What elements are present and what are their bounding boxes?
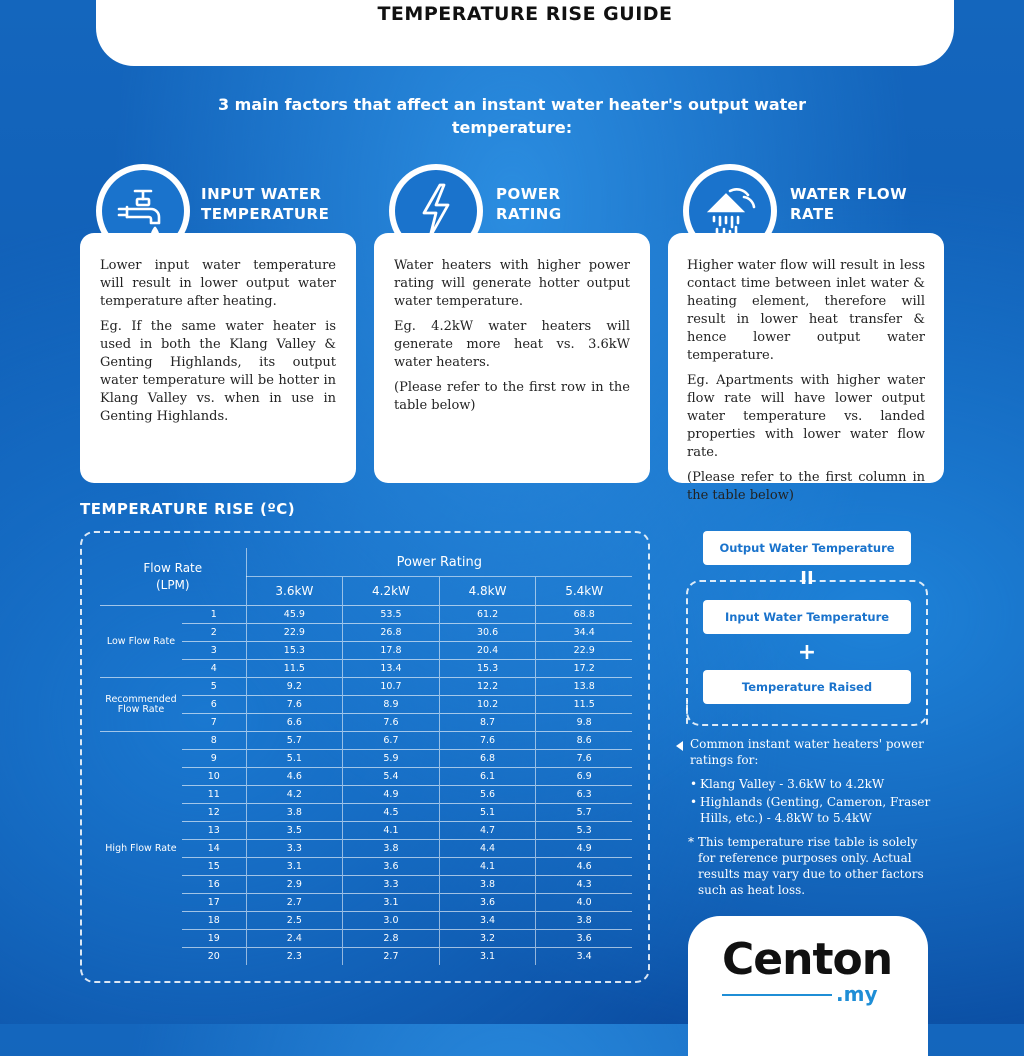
factor-example: Eg. Apartments with higher water flow rate will have lower output water temperature vs. landed properties with lower water flow rate. bbox=[687, 373, 925, 460]
temperature-cell: 3.8 bbox=[246, 804, 343, 822]
temperature-cell: 3.8 bbox=[536, 912, 632, 930]
temperature-cell: 61.2 bbox=[439, 606, 536, 624]
water-tap-icon bbox=[113, 181, 173, 241]
temperature-cell: 4.1 bbox=[439, 858, 536, 876]
temperature-rise-table-wrap bbox=[100, 548, 632, 968]
temperature-cell: 45.9 bbox=[246, 606, 343, 624]
temperature-cell: 4.9 bbox=[536, 840, 632, 858]
column-header: 3.6kW bbox=[246, 577, 343, 606]
temperature-cell: 7.6 bbox=[343, 714, 440, 732]
subtitle: 3 main factors that affect an instant water heater's output water temperature: bbox=[217, 95, 807, 137]
temperature-cell: 3.2 bbox=[439, 930, 536, 948]
temperature-cell: 22.9 bbox=[246, 624, 343, 642]
temperature-cell: 6.8 bbox=[439, 750, 536, 768]
temperature-cell: 53.5 bbox=[343, 606, 440, 624]
factor-note: (Please refer to the first row in the table below) bbox=[394, 380, 630, 413]
temperature-cell: 3.3 bbox=[343, 876, 440, 894]
temperature-cell: 3.6 bbox=[439, 894, 536, 912]
temperature-cell: 3.6 bbox=[536, 930, 632, 948]
temperature-rise-table bbox=[100, 548, 632, 965]
temperature-cell: 5.1 bbox=[439, 804, 536, 822]
temperature-cell: 4.0 bbox=[536, 894, 632, 912]
flow-rate-cell: 17 bbox=[182, 894, 246, 912]
temperature-cell: 2.9 bbox=[246, 876, 343, 894]
temperature-cell: 12.2 bbox=[439, 678, 536, 696]
temperature-cell: 8.9 bbox=[343, 696, 440, 714]
flow-group-label: Low Flow Rate bbox=[100, 606, 182, 678]
temperature-cell: 3.3 bbox=[246, 840, 343, 858]
temperature-cell: 4.7 bbox=[439, 822, 536, 840]
column-header: 4.2kW bbox=[343, 577, 440, 606]
temperature-cell: 10.2 bbox=[439, 696, 536, 714]
temperature-cell: 15.3 bbox=[439, 660, 536, 678]
temperature-cell: 8.7 bbox=[439, 714, 536, 732]
flow-rate-cell: 3 bbox=[182, 642, 246, 660]
flow-rate-cell: 14 bbox=[182, 840, 246, 858]
temperature-cell: 2.5 bbox=[246, 912, 343, 930]
temperature-cell: 9.2 bbox=[246, 678, 343, 696]
temperature-cell: 4.6 bbox=[246, 768, 343, 786]
flow-rate-cell: 20 bbox=[182, 948, 246, 966]
table-section-title: TEMPERATURE RISE (ºC) bbox=[80, 500, 296, 518]
flow-rate-header: Flow Rate (LPM) bbox=[100, 548, 246, 606]
temperature-cell: 5.3 bbox=[536, 822, 632, 840]
temperature-cell: 3.4 bbox=[439, 912, 536, 930]
temperature-cell: 7.6 bbox=[536, 750, 632, 768]
temperature-cell: 20.4 bbox=[439, 642, 536, 660]
flow-rate-cell: 8 bbox=[182, 732, 246, 750]
flow-rate-cell: 19 bbox=[182, 930, 246, 948]
temperature-cell: 17.8 bbox=[343, 642, 440, 660]
temperature-cell: 13.8 bbox=[536, 678, 632, 696]
flow-rate-cell: 4 bbox=[182, 660, 246, 678]
temperature-cell: 22.9 bbox=[536, 642, 632, 660]
notes-lead: Common instant water heaters' power ratings for: bbox=[690, 737, 924, 767]
factor-text: Water heaters with higher power rating will generate hotter output water temperature. bbox=[394, 258, 630, 309]
temperature-cell: 68.8 bbox=[536, 606, 632, 624]
temperature-cell: 2.4 bbox=[246, 930, 343, 948]
flow-rate-cell: 7 bbox=[182, 714, 246, 732]
flow-rate-cell: 1 bbox=[182, 606, 246, 624]
factor-text: Lower input water temperature will result in lower output water temperature after heating. bbox=[100, 258, 336, 309]
temperature-cell: 4.4 bbox=[439, 840, 536, 858]
notes-list bbox=[688, 776, 938, 826]
table-row bbox=[100, 606, 632, 624]
flow-group-label: Recommended Flow Rate bbox=[100, 678, 182, 732]
logo-underline bbox=[722, 994, 832, 996]
temperature-cell: 6.3 bbox=[536, 786, 632, 804]
page-title: TEMPERATURE RISE GUIDE bbox=[377, 3, 673, 25]
power-rating-notes bbox=[688, 736, 938, 898]
temperature-cell: 2.7 bbox=[343, 948, 440, 966]
temperature-cell: 5.1 bbox=[246, 750, 343, 768]
temperature-cell: 3.5 bbox=[246, 822, 343, 840]
temperature-cell: 6.7 bbox=[343, 732, 440, 750]
temperature-cell: 3.8 bbox=[439, 876, 536, 894]
temperature-cell: 2.3 bbox=[246, 948, 343, 966]
temperature-cell: 7.6 bbox=[246, 696, 343, 714]
temperature-cell: 4.9 bbox=[343, 786, 440, 804]
factor-title-input-water: INPUT WATER TEMPERATURE bbox=[201, 185, 330, 223]
factor-title-power-rating: POWER RATING bbox=[496, 185, 562, 223]
temperature-cell: 5.7 bbox=[536, 804, 632, 822]
input-water-temperature-box: Input Water Temperature bbox=[703, 600, 911, 634]
column-header: 5.4kW bbox=[536, 577, 632, 606]
list-item: • Klang Valley - 3.6kW to 4.2kW bbox=[690, 777, 885, 791]
temperature-cell: 7.6 bbox=[439, 732, 536, 750]
temperature-cell: 4.3 bbox=[536, 876, 632, 894]
temperature-cell: 3.1 bbox=[343, 894, 440, 912]
temperature-cell: 8.6 bbox=[536, 732, 632, 750]
flow-rate-cell: 6 bbox=[182, 696, 246, 714]
temperature-cell: 3.4 bbox=[536, 948, 632, 966]
temperature-cell: 3.8 bbox=[343, 840, 440, 858]
temperature-cell: 17.2 bbox=[536, 660, 632, 678]
flow-group-label: High Flow Rate bbox=[100, 732, 182, 966]
temperature-cell: 3.1 bbox=[439, 948, 536, 966]
temperature-cell: 34.4 bbox=[536, 624, 632, 642]
plus-sign: + bbox=[797, 640, 817, 665]
table-row bbox=[100, 732, 632, 750]
lightning-bolt-icon bbox=[410, 181, 462, 241]
factor-title-water-flow: WATER FLOW RATE bbox=[790, 185, 908, 223]
temperature-cell: 3.6 bbox=[343, 858, 440, 876]
temperature-cell: 6.9 bbox=[536, 768, 632, 786]
temperature-cell: 5.9 bbox=[343, 750, 440, 768]
flow-rate-cell: 12 bbox=[182, 804, 246, 822]
logo-domain: .my bbox=[836, 982, 878, 1006]
factor-text: Higher water flow will result in less contact time between inlet water & heating element, therefore will result in lower heat transfer & hence lower output water temperature. bbox=[687, 258, 925, 363]
temperature-cell: 26.8 bbox=[343, 624, 440, 642]
output-water-temperature-box: Output Water Temperature bbox=[703, 531, 911, 565]
factor-example: Eg. 4.2kW water heaters will generate more heat vs. 3.6kW water heaters. bbox=[394, 319, 630, 370]
temperature-cell: 15.3 bbox=[246, 642, 343, 660]
temperature-cell: 2.8 bbox=[343, 930, 440, 948]
temperature-cell: 4.6 bbox=[536, 858, 632, 876]
table-row bbox=[100, 678, 632, 696]
factor-card-power-rating bbox=[374, 233, 650, 483]
factor-example: Eg. If the same water heater is used in both the Klang Valley & Genting Highlands, its output water temperature will be hotter in Klang Valley vs. when in use in Genting Highlands. bbox=[100, 319, 336, 424]
temperature-cell: 3.0 bbox=[343, 912, 440, 930]
temperature-raised-box: Temperature Raised bbox=[703, 670, 911, 704]
temperature-cell: 10.7 bbox=[343, 678, 440, 696]
header-banner bbox=[96, 0, 954, 66]
factor-card-water-flow bbox=[668, 233, 944, 503]
flow-rate-cell: 9 bbox=[182, 750, 246, 768]
list-item: • Highlands (Genting, Cameron, Fraser Hills, etc.) - 4.8kW to 5.4kW bbox=[690, 795, 931, 825]
shower-head-icon bbox=[700, 181, 760, 241]
flow-rate-cell: 16 bbox=[182, 876, 246, 894]
temperature-cell: 4.1 bbox=[343, 822, 440, 840]
flow-rate-cell: 15 bbox=[182, 858, 246, 876]
temperature-cell: 3.1 bbox=[246, 858, 343, 876]
flow-rate-cell: 13 bbox=[182, 822, 246, 840]
temperature-cell: 30.6 bbox=[439, 624, 536, 642]
flow-rate-cell: 10 bbox=[182, 768, 246, 786]
flow-rate-cell: 5 bbox=[182, 678, 246, 696]
equals-sign: II bbox=[800, 568, 814, 589]
factor-card-input-water bbox=[80, 233, 356, 483]
logo-wordmark: Centon bbox=[722, 934, 893, 985]
temperature-cell: 4.5 bbox=[343, 804, 440, 822]
temperature-cell: 13.4 bbox=[343, 660, 440, 678]
temperature-cell: 5.4 bbox=[343, 768, 440, 786]
temperature-cell: 5.6 bbox=[439, 786, 536, 804]
table-body bbox=[100, 606, 632, 966]
temperature-cell: 6.6 bbox=[246, 714, 343, 732]
temperature-cell: 9.8 bbox=[536, 714, 632, 732]
notes-footnote: * This temperature rise table is solely for reference purposes only. Actual results may vary due to other factors such as heat loss. bbox=[688, 835, 924, 897]
flow-rate-cell: 11 bbox=[182, 786, 246, 804]
factor-note: (Please refer to the first column in the table below) bbox=[687, 470, 925, 503]
temperature-cell: 2.7 bbox=[246, 894, 343, 912]
pointer-triangle-icon bbox=[676, 741, 683, 751]
temperature-cell: 6.1 bbox=[439, 768, 536, 786]
flow-rate-cell: 2 bbox=[182, 624, 246, 642]
temperature-cell: 5.7 bbox=[246, 732, 343, 750]
logo-card bbox=[688, 916, 928, 1056]
power-rating-header: Power Rating bbox=[396, 554, 482, 570]
temperature-cell: 4.2 bbox=[246, 786, 343, 804]
column-header: 4.8kW bbox=[439, 577, 536, 606]
temperature-cell: 11.5 bbox=[536, 696, 632, 714]
temperature-cell: 11.5 bbox=[246, 660, 343, 678]
flow-rate-cell: 18 bbox=[182, 912, 246, 930]
